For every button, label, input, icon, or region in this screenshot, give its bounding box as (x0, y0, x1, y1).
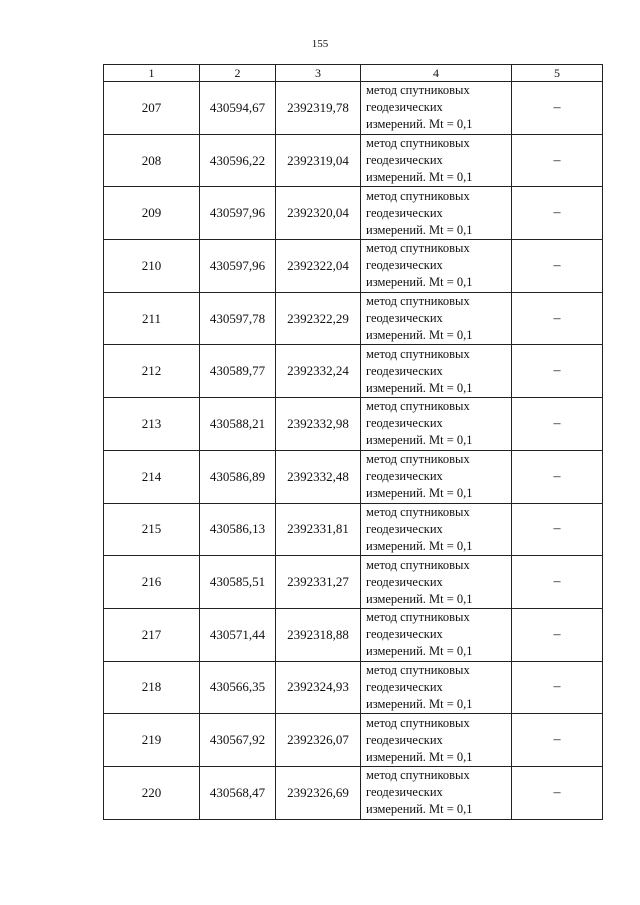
y-coordinate-cell: 2392332,24 (276, 345, 361, 398)
y-coordinate-cell: 2392322,04 (276, 240, 361, 293)
point-number-cell: 209 (104, 187, 200, 240)
x-coordinate-cell: 430597,96 (200, 240, 276, 293)
method-text-line: геодезических (366, 521, 443, 536)
table-row (104, 556, 603, 609)
method-text-line: измерений. Mt = 0,1 (366, 486, 473, 501)
method-text-line: метод спутниковых (366, 662, 470, 677)
table-row (104, 661, 603, 714)
method-cell (361, 240, 512, 293)
note-cell: – (512, 556, 603, 609)
table-row (104, 187, 603, 240)
method-text-line: измерений. Mt = 0,1 (366, 538, 473, 553)
method-cell (361, 134, 512, 187)
table-row (104, 345, 603, 398)
method-text-line: метод спутниковых (366, 715, 470, 730)
point-number-cell: 212 (104, 345, 200, 398)
table-row (104, 608, 603, 661)
method-cell (361, 398, 512, 451)
method-text-line: измерений. Mt = 0,1 (366, 591, 473, 606)
y-coordinate-cell: 2392331,27 (276, 556, 361, 609)
x-coordinate-cell: 430596,22 (200, 134, 276, 187)
y-coordinate-cell: 2392331,81 (276, 503, 361, 556)
x-coordinate-cell: 430589,77 (200, 345, 276, 398)
header-row (104, 65, 603, 82)
point-number-cell: 211 (104, 292, 200, 345)
method-cell (361, 608, 512, 661)
table-row (104, 714, 603, 767)
y-coordinate-cell: 2392326,07 (276, 714, 361, 767)
method-text-line: метод спутниковых (366, 504, 470, 519)
table-row (104, 503, 603, 556)
method-text-line: измерений. Mt = 0,1 (366, 380, 473, 395)
y-coordinate-cell: 2392324,93 (276, 661, 361, 714)
method-text-line: геодезических (366, 469, 443, 484)
point-number-cell: 213 (104, 398, 200, 451)
method-cell (361, 292, 512, 345)
table-body (104, 82, 603, 820)
method-text-line: измерений. Mt = 0,1 (366, 170, 473, 185)
method-text-line: измерений. Mt = 0,1 (366, 222, 473, 237)
method-cell (361, 345, 512, 398)
method-text-line: геодезических (366, 363, 443, 378)
x-coordinate-cell: 430586,13 (200, 503, 276, 556)
method-cell (361, 82, 512, 135)
y-coordinate-cell: 2392332,98 (276, 398, 361, 451)
method-text-line: геодезических (366, 732, 443, 747)
note-cell: – (512, 345, 603, 398)
method-cell (361, 766, 512, 819)
method-text-line: метод спутниковых (366, 768, 470, 783)
y-coordinate-cell: 2392319,04 (276, 134, 361, 187)
column-header-2: 2 (200, 65, 276, 82)
method-text-line: измерений. Mt = 0,1 (366, 433, 473, 448)
method-text-line: измерений. Mt = 0,1 (366, 802, 473, 817)
point-number-cell: 215 (104, 503, 200, 556)
table-row (104, 240, 603, 293)
method-text-line: измерений. Mt = 0,1 (366, 275, 473, 290)
method-text-line: измерений. Mt = 0,1 (366, 644, 473, 659)
table-row (104, 398, 603, 451)
note-cell: – (512, 714, 603, 767)
point-number-cell: 220 (104, 766, 200, 819)
method-text-line: измерений. Mt = 0,1 (366, 696, 473, 711)
note-cell: – (512, 134, 603, 187)
method-text-line: метод спутниковых (366, 83, 470, 98)
x-coordinate-cell: 430568,47 (200, 766, 276, 819)
method-text-line: метод спутниковых (366, 241, 470, 256)
method-text-line: геодезических (366, 679, 443, 694)
point-number-cell: 218 (104, 661, 200, 714)
point-number-cell: 210 (104, 240, 200, 293)
method-text-line: геодезических (366, 416, 443, 431)
note-cell: – (512, 187, 603, 240)
note-cell: – (512, 398, 603, 451)
method-text-line: геодезических (366, 574, 443, 589)
x-coordinate-cell: 430571,44 (200, 608, 276, 661)
method-text-line: геодезических (366, 311, 443, 326)
method-text-line: измерений. Mt = 0,1 (366, 117, 473, 132)
note-cell: – (512, 292, 603, 345)
coordinates-table (103, 64, 603, 820)
column-header-1: 1 (104, 65, 200, 82)
note-cell: – (512, 450, 603, 503)
method-text-line: метод спутниковых (366, 136, 470, 151)
method-text-line: геодезических (366, 100, 443, 115)
x-coordinate-cell: 430586,89 (200, 450, 276, 503)
table-row (104, 292, 603, 345)
y-coordinate-cell: 2392320,04 (276, 187, 361, 240)
note-cell: – (512, 766, 603, 819)
method-text-line: метод спутниковых (366, 452, 470, 467)
method-text-line: метод спутниковых (366, 557, 470, 572)
note-cell: – (512, 661, 603, 714)
method-cell (361, 556, 512, 609)
method-text-line: геодезических (366, 205, 443, 220)
note-cell: – (512, 82, 603, 135)
note-cell: – (512, 240, 603, 293)
x-coordinate-cell: 430567,92 (200, 714, 276, 767)
column-header-5: 5 (512, 65, 603, 82)
point-number-cell: 208 (104, 134, 200, 187)
x-coordinate-cell: 430597,78 (200, 292, 276, 345)
point-number-cell: 219 (104, 714, 200, 767)
y-coordinate-cell: 2392322,29 (276, 292, 361, 345)
method-text-line: геодезических (366, 258, 443, 273)
x-coordinate-cell: 430594,67 (200, 82, 276, 135)
point-number-cell: 214 (104, 450, 200, 503)
x-coordinate-cell: 430588,21 (200, 398, 276, 451)
method-text-line: геодезических (366, 627, 443, 642)
x-coordinate-cell: 430597,96 (200, 187, 276, 240)
page-number: 155 (311, 38, 329, 50)
method-cell (361, 503, 512, 556)
point-number-cell: 207 (104, 82, 200, 135)
column-header-3: 3 (276, 65, 361, 82)
method-text-line: измерений. Mt = 0,1 (366, 749, 473, 764)
method-text-line: измерений. Mt = 0,1 (366, 328, 473, 343)
method-text-line: метод спутниковых (366, 610, 470, 625)
method-cell (361, 714, 512, 767)
method-text-line: метод спутниковых (366, 188, 470, 203)
table-row (104, 766, 603, 819)
method-text-line: метод спутниковых (366, 346, 470, 361)
note-cell: – (512, 608, 603, 661)
y-coordinate-cell: 2392332,48 (276, 450, 361, 503)
method-text-line: геодезических (366, 785, 443, 800)
method-cell (361, 450, 512, 503)
method-text-line: метод спутниковых (366, 399, 470, 414)
y-coordinate-cell: 2392326,69 (276, 766, 361, 819)
table-row (104, 134, 603, 187)
note-cell: – (512, 503, 603, 556)
x-coordinate-cell: 430585,51 (200, 556, 276, 609)
method-text-line: геодезических (366, 153, 443, 168)
x-coordinate-cell: 430566,35 (200, 661, 276, 714)
column-header-4: 4 (361, 65, 512, 82)
table-row (104, 82, 603, 135)
y-coordinate-cell: 2392319,78 (276, 82, 361, 135)
point-number-cell: 216 (104, 556, 200, 609)
method-cell (361, 661, 512, 714)
method-cell (361, 187, 512, 240)
method-text-line: метод спутниковых (366, 294, 470, 309)
table-row (104, 450, 603, 503)
y-coordinate-cell: 2392318,88 (276, 608, 361, 661)
point-number-cell: 217 (104, 608, 200, 661)
